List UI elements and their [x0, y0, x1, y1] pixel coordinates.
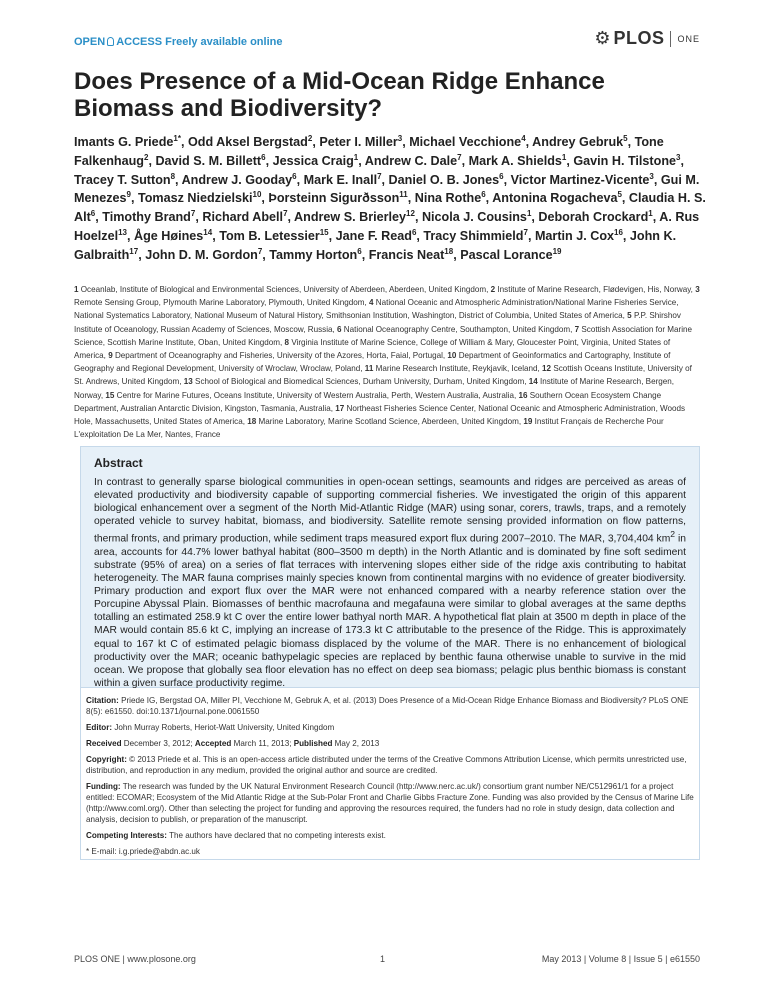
author-name [422, 210, 531, 224]
affiliation-number: 10 [447, 351, 457, 361]
affiliation-text: Remote Sensing Group, Plymouth Marine Laboratory, Plymouth, United Kingdom, [74, 298, 367, 308]
author-name [532, 135, 627, 149]
author-name-text: Jessica Craig [272, 153, 354, 168]
author-name [268, 191, 407, 205]
affiliation-number: 1 [74, 285, 79, 294]
plos-logo-text: PLOS [613, 28, 665, 48]
open-access-tagline: Freely available online [165, 36, 283, 48]
author-name [336, 229, 417, 243]
open-access-label-access: ACCESS [116, 36, 163, 48]
affiliation-item [337, 325, 572, 334]
author-affiliation-number: 17 [129, 246, 139, 256]
author-name [492, 191, 622, 205]
author-affiliation-number: 6 [357, 246, 362, 256]
author-name-text: Nicola J. Cousins [421, 210, 527, 225]
author-name [469, 154, 567, 168]
accepted-label: Accepted [194, 739, 232, 748]
affiliation-number: 19 [523, 417, 533, 427]
competing-text: The authors have declared that no competing interests exist. [169, 831, 386, 840]
author-name [365, 154, 462, 168]
author-name-text: Åge Høines [134, 228, 204, 243]
author-name-text: Tracy Shimmield [423, 228, 524, 243]
affiliation-item [74, 285, 488, 294]
competing-label: Competing Interests: [86, 831, 167, 840]
abstract-text-part-1: In contrast to generally sparse biological communities in open-ocean settings, seamounts and ridges are perceived as areas of elevated productivity and biodiversity capable of supporting commercial fisheries. We investigated the origin of this apparent biological enhancement over a segment of the North Mid-Atlantic Ridge (MAR) using sonar, corers, trawls, traps, and a remotely operated vehicle to survey habitat, biomass, and biodiversity. Satellite remote sensing provided information on flow patterns, thermal fronts, and primary production, while sediment traps measured export flux during 2007–2010. The MAR, 3,704,404 km [94, 477, 686, 545]
author-name-text: Tomasz Niedzielski [137, 191, 253, 206]
affiliation-text: Institute of Marine Research, Flødevigen, His, Norway, [497, 285, 693, 294]
author-name-text: John K. Galbraith [74, 228, 677, 262]
author-name-text: Imants G. Priede [74, 135, 174, 149]
author-name-text: Tammy Horton [269, 247, 358, 262]
affiliation-number: 4 [368, 298, 374, 308]
author-affiliation-number: 6 [499, 171, 504, 181]
author-affiliation-number: 7 [377, 171, 382, 181]
author-name-text: Peter I. Miller [319, 135, 398, 149]
page-number: 1 [380, 954, 386, 964]
author-name [134, 229, 212, 243]
author-name-text: Jane F. Read [335, 228, 412, 243]
funding-label: Funding: [86, 782, 121, 791]
author-name [423, 229, 528, 243]
abstract-text [94, 476, 686, 690]
journal-logo-text: ONE [677, 33, 700, 44]
author-name [573, 154, 680, 168]
author-list: Imants G. Priede$^{1*}$, Odd Aksel Bergstad$^2$, Peter I. Miller$^3$, Michael Vecchione$^4$, Andrey Gebruk$^5$, Tone Falkenhaug$^2$, David S. M. Billett$^6$, Jessica Craig$^1$, Andrew C. Dale$^7$, Mark A. Shields$^1$, Gavin H. Tilstone$^3$, Tracey T. Sutton$^8$, Andrew J. Gooday$^6$, Mark E. Inall$^7$, Daniel O. B. Jones$^6$, Victor Martinez-Vicente$^3$, Gui M. Menezes$^9$, Tomasz Niedzielski$^{10}$, Þorsteinn Sigurðsson$^{11}$, Nina Rothe$^6$, Antonina Rogacheva$^5$, Claudia H. S. Alt$^6$, Timothy Brand$^7$, Richard Abell$^7$, Andrew S. Brierley$^{12}$, Nicola J. Cousins$^1$, Deborah Crockard$^1$, A. Rus Hoelzel$^{13}$, Åge Høines$^{14}$, Tom B. Letessier$^{15}$, Jane F. Read$^6$, Tracy Shimmield$^7$, Martin J. Cox$^{16}$, John K. Galbraith$^{17}$, John D. M. Gordon$^7$, Tammy Horton$^6$, Francis Neat$^{18}$, Pascal Lorance$^{19}$ [74, 133, 706, 262]
author-name-text: Francis Neat [368, 247, 445, 262]
author-affiliation-number: 6 [481, 190, 486, 200]
copyright-label: Copyright: [86, 755, 127, 764]
affiliation-text: Oceanlab, Institute of Biological and Environmental Sciences, University of Aberdeen, Aberdeen, United Kingdom, [80, 285, 489, 294]
affiliation-text: National Oceanic and Atmospheric Administration/National Marine Fisheries Service, National Systematics Laboratory, National Museum of Natural History, Smithsonian Institution, Washington, District of Columbia, United States of America, [74, 298, 679, 321]
author-name-text: Tom B. Letessier [219, 228, 320, 243]
affiliation-text: Scottish Oceans Institute, University of St. Andrews, United Kingdom, [74, 364, 692, 387]
author-name-text: Mark A. Shields [468, 153, 562, 168]
author-name-text: Antonina Rogacheva [492, 191, 618, 206]
author-name [74, 173, 175, 187]
author-name [219, 229, 328, 243]
author-name-text: Deborah Crockard [538, 210, 649, 225]
affiliation-number: 6 [337, 324, 342, 334]
corresponding-email: * E-mail: i.g.priede@abdn.ac.uk [86, 847, 200, 856]
author-affiliation-number: 7 [190, 209, 196, 218]
article-metadata [80, 688, 700, 860]
author-affiliation-number: 4 [521, 133, 526, 143]
accepted-date: March 11, 2013; [233, 739, 292, 748]
affiliation-number: 14 [528, 377, 538, 387]
author-affiliation-number: 1 [526, 209, 532, 218]
author-name-text: Daniel O. B. Jones [388, 172, 500, 187]
author-name-text: Gui M. Menezes [74, 172, 700, 206]
author-name [415, 191, 486, 205]
abstract-heading: Abstract [94, 456, 143, 470]
author-name-text: Michael Vecchione [409, 135, 522, 149]
affiliation-text: Institute of Marine Research, Bergen, Norway, [74, 377, 675, 400]
author-affiliation-number: 2 [307, 133, 313, 143]
author-affiliation-number: 7 [523, 227, 528, 237]
received-label: Received [86, 739, 122, 748]
author-affiliation-number: 3 [397, 133, 403, 143]
author-name-text: Tone Falkenhaug [74, 135, 664, 168]
author-affiliation-number: 7 [283, 209, 288, 218]
author-affiliation-number: 14 [203, 227, 213, 237]
affiliation-text: Marine Laboratory, Marine Scotland Science, Aberdeen, United Kingdom, [258, 417, 522, 427]
affiliation-text: Department of Geoinformatics and Cartography, Institute of Geography and Regional Development, University of Wroclaw, Wroclaw, Poland, [74, 351, 671, 374]
published-date: May 2, 2013 [334, 739, 380, 748]
author-name-text: John D. M. Gordon [145, 247, 258, 262]
author-affiliation-number: 15 [319, 227, 329, 237]
author-name [273, 154, 359, 168]
author-affiliation-number: 6 [261, 152, 266, 162]
author-affiliation-number: 1 [353, 152, 359, 162]
author-name [202, 210, 287, 224]
author-name [511, 173, 654, 187]
author-affiliation-number: 7 [257, 246, 263, 256]
plos-gear-icon: ⚙ [594, 28, 611, 48]
affiliation-item [108, 351, 445, 360]
affiliation-text: School of Biological and Biomedical Sciences, Durham University, Durham, United Kingdom, [195, 377, 527, 387]
corresponding-author-marker: * [177, 133, 181, 143]
author-affiliation-number: 6 [90, 209, 96, 218]
affiliation-number: 15 [105, 390, 115, 400]
affiliation-text: Virginia Institute of Marine Science, College of William & Mary, Gloucester Point, Virginia, United States of America, [74, 337, 671, 361]
citation [86, 695, 694, 717]
affiliation-number: 8 [284, 337, 290, 347]
abstract-superscript: 2 [670, 529, 676, 540]
citation-text: Priede IG, Bergstad OA, Miller PI, Vecchione M, Gebruk A, et al. (2013) Does Presence of a Mid-Ocean Ridge Enhance Biomass and Biodiversity? PLoS ONE 8(5): e61550. doi:10.1371/journal.pone.0061550 [86, 696, 689, 716]
affiliation-text: Institut Français de Recherche Pour L'exploitation De La Mer, Nantes, France [74, 417, 664, 440]
footer-journal-url: PLOS ONE | www.plosone.org [74, 954, 196, 964]
affiliation-number: 2 [490, 285, 496, 294]
author-name [155, 154, 265, 168]
footer-issue-info: May 2013 | Volume 8 | Issue 5 | e61550 [541, 954, 700, 964]
affiliation-item [491, 285, 693, 294]
author-name [188, 135, 312, 149]
funding [86, 781, 694, 825]
author-affiliation-number: 11 [399, 190, 408, 200]
author-affiliation-number: 18 [444, 246, 454, 256]
affiliation-list [74, 283, 702, 441]
author-affiliation-number: 2 [143, 152, 149, 162]
author-name [535, 229, 623, 243]
author-name-text: A. Rus Hoelzel [74, 210, 700, 243]
author-affiliation-number: 6 [292, 171, 297, 181]
funding-text: The research was funded by the UK Natural Environment Research Council (http://www.nerc.ac.uk/) consortium grant number NE/C512961/1 for a project entitled: ECOMAR; Ecosystem of the Mid Atlantic Ridge at the Sub-Polar Front and Charlie Gibbs Fracture Zone. Funding was also provided by the Census of Marine Life (http://www.coml.org/). Other than selecting the project for funding and approving the resources required, the funders had no role in study design, data collection and analysis, decision to publish, or preparation of the manuscript. [86, 782, 694, 824]
author-affiliation-number: 5 [617, 190, 622, 200]
affiliation-number: 13 [183, 377, 193, 387]
dates [86, 738, 694, 749]
author-name-text: Pascal Lorance [460, 247, 553, 262]
citation-label: Citation: [86, 696, 119, 705]
affiliation-item [105, 391, 516, 400]
competing-interests [86, 830, 694, 841]
author-affiliation-number: 9 [126, 190, 131, 200]
author-name-text: Richard Abell [202, 210, 284, 225]
affiliation-number: 18 [247, 417, 257, 427]
affiliation-number: 17 [335, 403, 345, 413]
author-name [74, 135, 181, 149]
author-name-text: Andrey Gebruk [532, 135, 624, 149]
affiliation-text: National Oceanography Centre, Southampton, United Kingdom, [343, 324, 573, 334]
author-name [102, 210, 195, 224]
author-name [182, 173, 297, 187]
affiliation-number: 7 [574, 324, 580, 334]
author-name-text: Martin J. Cox [534, 228, 615, 243]
affiliation-number: 11 [364, 364, 374, 374]
author-affiliation-number: 16 [614, 227, 623, 237]
author-name [145, 248, 262, 262]
author-name [389, 173, 504, 187]
copyright [86, 754, 694, 776]
author-name [269, 248, 361, 262]
author-name-text: Timothy Brand [102, 210, 191, 225]
author-name-text: Claudia H. S. Alt [74, 191, 706, 225]
author-affiliation-number: 12 [406, 209, 415, 218]
author-name-text: Victor Martinez-Vicente [510, 172, 650, 187]
abstract-box [80, 446, 700, 688]
author-name [460, 248, 561, 262]
affiliation-text: P.P. Shirshov Institute of Oceanology, Russian Academy of Sciences, Moscow, Russia, [74, 311, 681, 334]
author-affiliation-number: 13 [118, 227, 127, 237]
affiliation-text: Northeast Fisheries Science Center, National Oceanic and Atmospheric Administration, Woods Hole, Massachusetts, United States of America, [74, 403, 686, 427]
author-name-text: Mark E. Inall [303, 172, 378, 187]
editor-label: Editor: [86, 723, 113, 732]
author-name-text: Andrew C. Dale [364, 153, 458, 168]
author-name-text: Tracey T. Sutton [74, 172, 171, 187]
open-access-lock-icon [107, 37, 114, 46]
affiliation-item [184, 377, 527, 386]
affiliation-text: Marine Research Institute, Reykjavik, Iceland, [375, 364, 540, 374]
author-name [319, 135, 402, 149]
logo-divider [670, 31, 671, 47]
affiliation-number: 12 [542, 364, 552, 374]
open-access-label-open: OPEN [74, 36, 106, 48]
author-name-text: Gavin H. Tilstone [573, 153, 677, 168]
plos-one-logo [594, 28, 700, 49]
affiliation-number: 3 [695, 285, 700, 294]
received-date: December 3, 2012; [123, 739, 193, 748]
author-name-text: David S. M. Billett [155, 153, 262, 168]
author-name-text: Odd Aksel Bergstad [187, 135, 308, 149]
published-label: Published [293, 739, 333, 748]
affiliation-number: 16 [518, 390, 528, 400]
affiliation-item [365, 364, 540, 373]
author-affiliation-number: 3 [676, 152, 681, 162]
author-name-text: Andrew J. Gooday [181, 172, 293, 187]
author-affiliation-number: 1 [173, 133, 178, 143]
author-name-text: Nina Rothe [414, 191, 482, 206]
affiliation-number: 9 [108, 351, 113, 361]
editor [86, 722, 694, 733]
affiliation-item [247, 417, 521, 426]
author-name-text: Andrew S. Brierley [294, 210, 407, 225]
affiliation-text: Centre for Marine Futures, Oceans Institute, University of Western Australia, Perth, Western Australia, Australia, [116, 390, 517, 400]
author-affiliation-number: 5 [623, 133, 628, 143]
author-name [304, 173, 382, 187]
abstract-text-part-2: in area, accounts for 44.7% lower bathyal habitat (800–3500 m depth) in the North Atlantic and is dominated by fine soft sediment substrate (95% of area) on a series of flat terraces with intervening slopes either side of the ridge axis contributing to habitat heterogeneity. The MAR fauna comprises mainly species known from continental margins with no evidence of greater biodiversity. Primary production and export flux over the MAR were not enhanced compared with a nearby reference station over the Porcupine Abyssal Plain. Biomasses of benthic macrofauna and megafauna were similar to global averages at the same depths totalling an estimated 258.9 kt C over the entire lower bathyal north MAR. A hypothetical flat plain at 3500 m depth in place of the MAR would contain 85.6 kt C, implying an increase of 173.3 kt C attributable to the presence of the Ridge. This is approximately equal to 167 kt C of estimated pelagic biomass displaced by the volume of the MAR. There is no enhancement of biological productivity over the MAR; oceanic bathypelagic species are replaced by benthic fauna otherwise unable to survive in the mid ocean. We propose that globally sea floor elevation has no effect on deep sea biomass; pelagic plus benthic biomass is constant within a given surface productivity regime. [94, 533, 686, 689]
author-affiliation-number: 10 [252, 190, 262, 200]
author-name [409, 135, 525, 149]
open-access-banner [74, 36, 282, 48]
editor-text: John Murray Roberts, Heriot-Watt University, United Kingdom [114, 723, 335, 732]
affiliation-text: Department of Oceanography and Fisheries, University of the Azores, Horta, Faial, Portugal, [114, 351, 446, 361]
author-affiliation-number: 6 [411, 227, 417, 237]
author-affiliation-number: 8 [170, 171, 176, 181]
author-name-text: Þorsteinn Sigurðsson [268, 191, 400, 206]
article-title: Does Presence of a Mid-Ocean Ridge Enhance Biomass and Biodiversity? [74, 68, 605, 122]
author-name [294, 210, 415, 224]
author-name [538, 210, 652, 224]
author-affiliation-number: 3 [649, 171, 654, 181]
affiliation-text: Southern Ocean Ecosystem Change Department, Australian Antarctic Division, Kingston, Tasmania, Australia, [74, 390, 662, 413]
author-affiliation-number: 1 [648, 209, 653, 218]
copyright-text: © 2013 Priede et al. This is an open-access article distributed under the terms of the Creative Commons Attribution License, which permits unrestricted use, distribution, and reproduction in any medium, provided the original author and source are credited. [86, 755, 687, 775]
affiliation-number: 5 [627, 311, 632, 321]
author-affiliation-number: 1 [561, 152, 567, 162]
author-name [138, 191, 261, 205]
author-affiliation-number: 19 [552, 246, 562, 256]
author-name [369, 248, 454, 262]
author-affiliation-number: 7 [457, 152, 462, 162]
affiliation-text: Scottish Association for Marine Science, Scottish Marine Institute, Oban, United Kingdom, [74, 324, 693, 347]
